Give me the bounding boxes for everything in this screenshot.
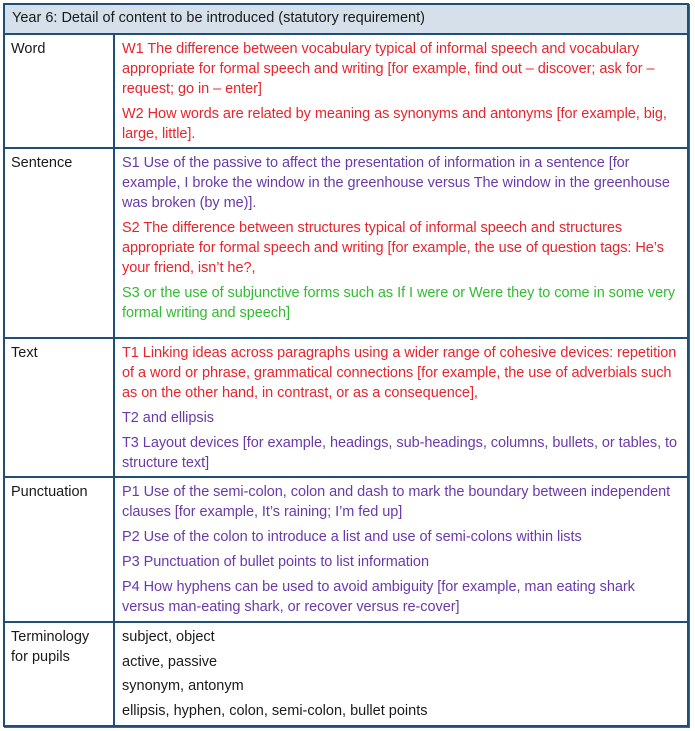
table-row-sentence [5,149,687,339]
item-s3: S3 or the use of subjunctive forms such as If I were or Were they to come in some very formal writing and speech] [122,285,676,321]
item-t3: T3 Layout devices [for example, headings, sub-headings, columns, bullets, or tables, to structure text] [122,435,678,471]
curriculum-table [3,3,689,727]
item-p1: P1 Use of the semi-colon, colon and dash to mark the boundary between independent clauses [for example, It’s raining; I’m fed up] [122,484,671,520]
table-row-punctuation [5,478,687,623]
item-p4: P4 How hyphens can be used to avoid ambiguity [for example, man eating shark versus man-eating shark, or recover versus re-cover] [122,579,635,615]
item-s1: S1 Use of the passive to affect the presentation of information in a sentence [for example, I broke the window in the greenhouse versus The window in the greenhouse was broken (by me)]. [122,155,670,211]
row-label-sentence: Sentence [5,149,115,337]
row-content-terminology [115,623,687,725]
item-t1: T1 Linking ideas across paragraphs using a wider range of cohesive devices: repetition of a word or phrase, grammatical connections [for example, the use of adverbials such as on the other hand, in contrast, or as a consequence], [122,345,677,401]
term-item: subject, object [122,629,215,645]
term-item: ellipsis, hyphen, colon, semi-colon, bullet points [122,702,428,719]
item-t2: T2 and ellipsis [122,410,214,426]
item-w2: W2 How words are related by meaning as synonyms and antonyms [for example, big, large, little]. [122,106,667,142]
row-label-punctuation: Punctuation [5,478,115,621]
term-item: active, passive [122,653,218,670]
item-s2: S2 The difference between structures typical of informal speech and structures appropriate for formal speech and writing [for example, the use of question tags: He’s your friend, isn’t he?, [122,220,664,276]
row-content-sentence [115,149,687,337]
row-label-terminology: Terminology for pupils [5,623,115,725]
row-label-word: Word [5,35,115,147]
row-content-punctuation [115,478,687,621]
table-row-terminology [5,623,687,725]
table-row-text [5,339,687,478]
table-header: Year 6: Detail of content to be introduced (statutory requirement) [5,5,687,35]
item-w1: W1 The difference between vocabulary typical of informal speech and vocabulary appropriate for formal speech and writing [for example, find out – discover; ask for – request; go in – enter] [122,41,655,97]
table-row-word [5,35,687,149]
term-item: synonym, antonym [122,678,244,694]
row-content-word [115,35,687,147]
item-p3: P3 Punctuation of bullet points to list information [122,554,429,570]
item-p2: P2 Use of the colon to introduce a list and use of semi-colons within lists [122,529,582,545]
row-content-text [115,339,687,476]
row-label-text: Text [5,339,115,476]
